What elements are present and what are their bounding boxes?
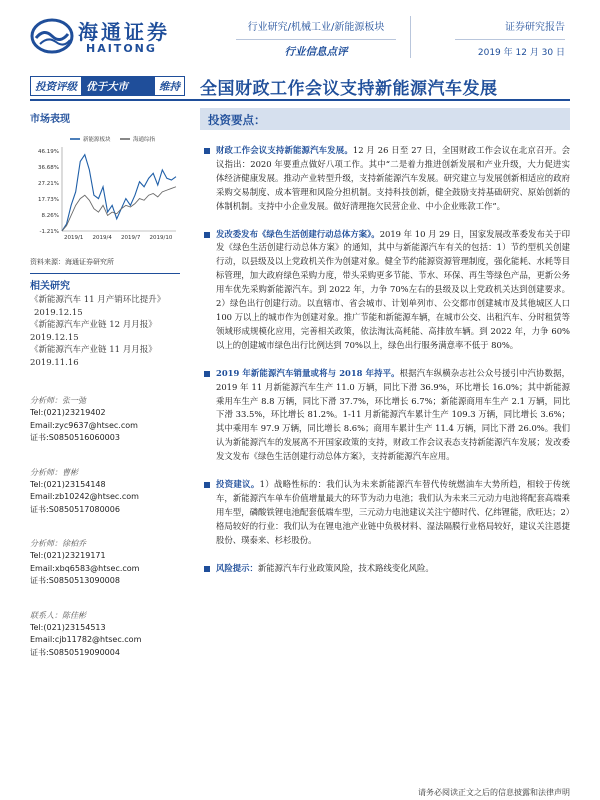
bullet-square-icon — [204, 482, 210, 488]
key-point-body: 12 月 26 日至 27 日，全国财政工作会议在北京召开。会议指出：2020 年要重点做好八项工作。其中“二是着力推进创新发展和产业升级，大力促进实体经济健康发展。推动产业转型升级，支持新能源汽车发展。研究建立与发展创新相适应的政府采购交易制度、成本管理和风险分担机制。支持科技创新，健全鼓励支持基础研究、原始创新的体制机制。支持中小企业发展。做好清理拖欠民营企业、中小企业账款工作”。 — [216, 145, 571, 211]
analyst-email[interactable]: Email:zyc9637@htsec.com — [30, 420, 138, 430]
haitong-logo-icon — [30, 16, 74, 56]
key-point-paragraph — [200, 144, 570, 214]
main-content — [200, 108, 570, 575]
analyst-cert: 证书:S0850517080006 — [30, 504, 120, 514]
report-meta-block — [455, 18, 565, 58]
analyst-card — [30, 395, 180, 445]
analyst-cert: 证书:S0850513090008 — [30, 576, 120, 585]
rating-value: 优于大市 — [82, 77, 132, 95]
chart-series-line — [62, 187, 176, 231]
key-point-lead: 投资建议。 — [216, 479, 260, 490]
analyst-tel: Tel:(021)23154148 — [30, 479, 106, 489]
chart-y-tick-label: 17.73% — [38, 197, 59, 204]
chart-legend-label: 海通综指 — [133, 137, 156, 143]
analyst-name: 分析师：徐柏乔 — [30, 539, 86, 548]
key-point-body: 新能源汽车行业政策风险，技术路线变化风险。 — [257, 562, 434, 573]
chart-x-tick-label: 2019/1 — [64, 235, 84, 241]
chart-legend-label: 新能源板块 — [83, 137, 111, 143]
report-date: 2019 年 12 月 30 日 — [477, 48, 565, 58]
bullet-square-icon — [204, 148, 210, 154]
report-category-block — [236, 18, 396, 59]
legal-disclaimer: 请务必阅读正文之后的信息披露和法律声明 — [418, 788, 570, 797]
analyst-name: 分析师：曹彬 — [30, 467, 78, 477]
report-type: 行业信息点评 — [284, 46, 348, 58]
investment-rating — [30, 76, 185, 96]
analyst-tel: Tel:(021)23219402 — [30, 408, 106, 417]
chart-x-tick-label: 2019/4 — [92, 235, 112, 241]
rating-spacer — [132, 77, 154, 95]
chart-y-tick-label: 8.26% — [41, 213, 59, 220]
key-point-lead: 风险提示： — [216, 562, 258, 573]
chart-y-tick-label: 27.21% — [38, 181, 59, 188]
key-point-paragraph — [200, 478, 570, 548]
analyst-card — [30, 467, 180, 517]
analyst-name: 分析师：张一弛 — [30, 396, 86, 405]
key-point-paragraph — [200, 367, 570, 464]
analyst-email[interactable]: Email:zb10242@htsec.com — [30, 492, 139, 501]
bullet-square-icon — [204, 566, 210, 572]
report-category: 行业研究/机械工业/新能源板块 — [236, 18, 396, 40]
analyst-card — [30, 538, 180, 588]
contact-email[interactable]: Email:cjb11782@htsec.com — [30, 635, 142, 644]
analyst-email[interactable]: Email:xbq6583@htsec.com — [30, 563, 140, 573]
market-performance-title: 市场表现 — [30, 114, 70, 125]
chart-x-tick-label: 2019/7 — [121, 235, 141, 241]
document-type: 证券研究报告 — [455, 18, 565, 40]
header-divider — [410, 16, 411, 58]
page-title: 全国财政工作会议支持新能源汽车发展 — [200, 79, 498, 99]
sidebar — [30, 104, 180, 659]
logo-english-name: HAITONG — [86, 42, 157, 55]
key-points-heading: 投资要点： — [200, 108, 570, 130]
related-research-list — [30, 294, 180, 369]
chart-y-tick-label: 36.68% — [38, 165, 59, 172]
related-item[interactable]: 《新能源汽车 11 月产销环比提升》 — [30, 295, 166, 305]
rating-label: 投资评级 — [31, 77, 82, 95]
haitong-logo — [30, 14, 200, 60]
key-point-body: 1）战略性标的：我们认为未来新能源汽车替代传统燃油车大势所趋，相较于传统车，新能源汽车单车价值增量最大的环节为动力电池；我们认为未来三元动力电池将配套高端乘用车型，磷酸铁锂电池配套低端车型，三元动力电池建议关注宁德时代、亿纬锂能，欣旺达；2）格局较好的行业：我们认为在锂电池产业链中负极材料、湿法隔膜行业格局较好，建议关注恩捷股份、璞泰来、杉杉股份。 — [216, 479, 571, 545]
chart-y-tick-label: 46.19% — [38, 149, 59, 155]
related-item-date: 2019.12.15 — [34, 307, 83, 318]
bullet-square-icon — [204, 232, 210, 238]
key-point-lead: 发改委发布《绿色生活创建行动总体方案》。 — [216, 228, 380, 239]
analyst-cert: 证书:S0850516060003 — [30, 433, 120, 442]
related-research-title: 相关研究 — [30, 281, 70, 292]
logo-chinese-name: 海通证券 — [78, 20, 170, 44]
contact-card — [30, 610, 180, 660]
related-item[interactable]: 《新能源汽车产业链 12 月月报》2019.12.15 — [30, 320, 157, 343]
key-point-paragraph — [200, 228, 570, 353]
key-point-paragraph — [200, 562, 570, 576]
analyst-tel: Tel:(021)23219171 — [30, 551, 106, 560]
contact-tel: Tel:(021)23154513 — [30, 622, 106, 632]
chart-svg — [30, 131, 180, 243]
key-point-lead: 财政工作会议支持新能源汽车发展。 — [216, 145, 353, 155]
chart-series-line — [62, 155, 176, 231]
contact-name: 联系人：陈佳彬 — [30, 610, 86, 620]
contact-cert: 证书:S0850519090004 — [30, 647, 120, 657]
key-point-body: 2019 年 10 月 29 日，国家发展改革委发布关于印发《绿色生活创建行动总体方案》的通知，其中与新能源汽车有关的包括：1）节约型机关创建行动，以县级及以上党政机关作为创建对象。健全节约能源资源管理制度，强化能耗、水耗等目标管理，加大政府绿色采购力度，带头采购更多节能、节水、环保、再生等绿色产品，更新公务用车优先采购新能源汽车。到 2022 年，力争 70%左右的县级及以上党政机关达到创建要求。2）绿色出行创建行动。以直辖市、省会城市、计划单列市、公交都市创建城市及其他城区人口 100 万以上的城市作为创建对象。推广节能和新能源车辆，在城市公交、出租汽车、分时租赁等领域形成规模化应用，完善相关政策，依法淘汰高耗能、高排放车辆。到 2022 年，力争 60%以上的创建城市绿色出行比例达到 70%以上，绿色出行服务满意率不低于 80%。 — [216, 228, 570, 350]
key-point-lead: 2019 年新能源汽车销量或将与 2018 年持平。 — [216, 367, 400, 378]
title-divider — [30, 99, 570, 101]
key-point-body: 根据汽车纵横杂志社公众号援引中汽协数据，2019 年 11 月新能源汽车生产 11.0 万辆，同比下滑 36.9%，环比增长 16.0%；其中新能源乘用车生产 8.8 万辆，同比下滑 37.7%，环比增长 6.7%；新能源商用车生产 2.1 万辆，同比下滑 33.5%，环比增长 81.2%。1-11 月新能源汽车累计生产 109.3 万辆，同比增长 3.6%；其中乘用车 97.9 万辆，同比增长 8.6%；商用车累计生产 11.4 万辆，同比下滑 26.0%。我们认为新能源汽车的发展离不开国家政策的支持，财政工作会议表态支持新能源汽车发展；发改委发文发布《绿色生活创建行动总体方案》，支持新能源汽车应用。 — [216, 367, 570, 462]
market-performance-chart — [30, 131, 180, 243]
related-item[interactable]: 《新能源汽车产业链 11 月月报》2019.11.16 — [30, 345, 157, 368]
chart-y-tick-label: -1.21% — [39, 229, 59, 235]
bullet-square-icon — [204, 371, 210, 377]
rating-status: 维持 — [154, 77, 184, 95]
chart-x-tick-label: 2019/10 — [149, 235, 173, 241]
chart-source: 资料来源：海通证券研究所 — [30, 258, 114, 266]
